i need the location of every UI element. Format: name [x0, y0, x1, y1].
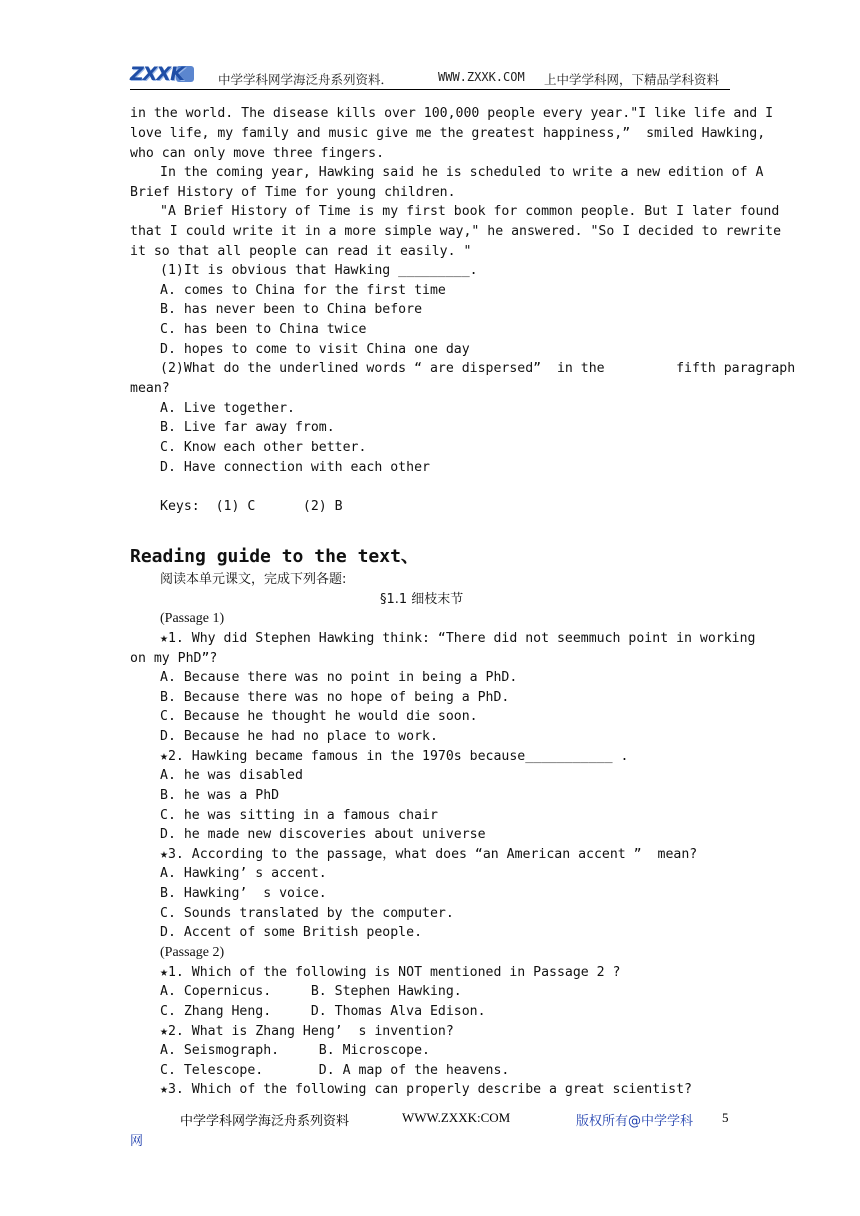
option-line: D. Accent of some British people. [160, 925, 423, 940]
option-line: C. he was sitting in a famous chair [160, 808, 438, 823]
option-line: D. he made new discoveries about universe [160, 827, 486, 842]
option-line: B. Hawking’ s voice. [160, 886, 327, 901]
footer-copyright-wrap[interactable]: 网 [130, 1134, 144, 1149]
guide-question: ★2. Hawking became famous in the 1970s because___________ . [160, 749, 629, 764]
page-header [130, 60, 730, 90]
passage-label: (Passage 2) [160, 945, 225, 960]
option-line: D. hopes to come to visit China one day [160, 342, 470, 357]
paragraph-line: In the coming year, Hawking said he is scheduled to write a new edition of A [160, 165, 764, 180]
zxxk-logo [130, 63, 194, 85]
option-line: A. Hawking’ s accent. [160, 866, 327, 881]
guide-question: ★2. What is Zhang Heng’ s invention? [160, 1024, 454, 1039]
page-number: 5 [722, 1110, 729, 1125]
option-line: C. Know each other better. [160, 440, 367, 455]
header-url: WWW.ZXXK.COM [438, 70, 525, 84]
header-rule [130, 89, 730, 90]
paragraph-line: it so that all people can read it easily. " [130, 244, 472, 259]
passage-label: (Passage 1) [160, 611, 225, 626]
paragraph-line: Brief History of Time for young children. [130, 185, 456, 200]
guide-question-continued: on my PhD”? [130, 651, 218, 666]
option-line: D. Because he had no place to work. [160, 729, 438, 744]
header-left-text: 中学学科网学海泛舟系列资料． [218, 72, 394, 87]
option-line: C. has been to China twice [160, 322, 367, 337]
option-line: B. Live far away from. [160, 420, 335, 435]
option-line: A. Live together. [160, 401, 295, 416]
guide-question: ★3. According to the passage，what does “an American accent ” mean? [160, 847, 698, 862]
option-line: C. Zhang Heng. D. Thomas Alva Edison. [160, 1004, 486, 1019]
option-line: B. he was a PhD [160, 788, 280, 803]
section-heading: Reading guide to the text、 [130, 546, 419, 567]
page-footer [130, 1110, 730, 1150]
paragraph-line: that I could write it in a more simple way," he answered. "So I decided to rewrite [130, 224, 782, 239]
option-line: A. Seismograph. B. Microscope. [160, 1043, 430, 1058]
question-1: (1)It is obvious that Hawking _________. [160, 263, 478, 278]
option-line: C. Because he thought he would die soon. [160, 709, 478, 724]
option-line: B. Because there was no hope of being a PhD. [160, 690, 510, 705]
header-slogan: 上中学学科网，下精品学科资料 [544, 72, 720, 87]
footer-url: WWW.ZXXK:COM [402, 1110, 511, 1125]
footer-copyright-link[interactable]: 版权所有@中学学科 [576, 1114, 694, 1129]
guide-question: ★1. Why did Stephen Hawking think: “There did not seemmuch point in working [160, 631, 756, 646]
paragraph-line: "A Brief History of Time is my first book for common people. But I later found [160, 204, 780, 219]
question-2-continued: mean? [130, 381, 170, 396]
paragraph-line: who can only move three fingers. [130, 146, 385, 161]
paragraph-line: in the world. The disease kills over 100,000 people every year."I like life and I [130, 106, 774, 121]
option-line: C. Telescope. D. A map of the heavens. [160, 1063, 510, 1078]
guide-intro: 阅读本单元课文，完成下列各题: [160, 572, 347, 587]
option-line: A. he was disabled [160, 768, 303, 783]
option-line: B. has never been to China before [160, 302, 423, 317]
guide-question: ★3. Which of the following can properly describe a great scientist? [160, 1082, 692, 1097]
answer-keys: Keys: (1) C (2) B [160, 499, 343, 514]
guide-question: ★1. Which of the following is NOT mentioned in Passage 2 ? [160, 965, 621, 980]
option-line: A. Copernicus. B. Stephen Hawking. [160, 984, 462, 999]
footer-left-text: 中学学科网学海泛舟系列资料 [180, 1114, 350, 1129]
option-line: A. Because there was no point in being a PhD. [160, 670, 518, 685]
option-line: D. Have connection with each other [160, 460, 430, 475]
guide-subtitle: §1.1 细枝末节 [380, 592, 464, 607]
logo-text: ZXXK [130, 63, 184, 85]
paragraph-line: love life, my family and music give me the greatest happiness,” smiled Hawking, [130, 126, 766, 141]
option-line: A. comes to China for the first time [160, 283, 446, 298]
question-2: (2)What do the underlined words “ are dispersed” in the fifth paragraph [160, 361, 796, 376]
option-line: C. Sounds translated by the computer. [160, 906, 454, 921]
